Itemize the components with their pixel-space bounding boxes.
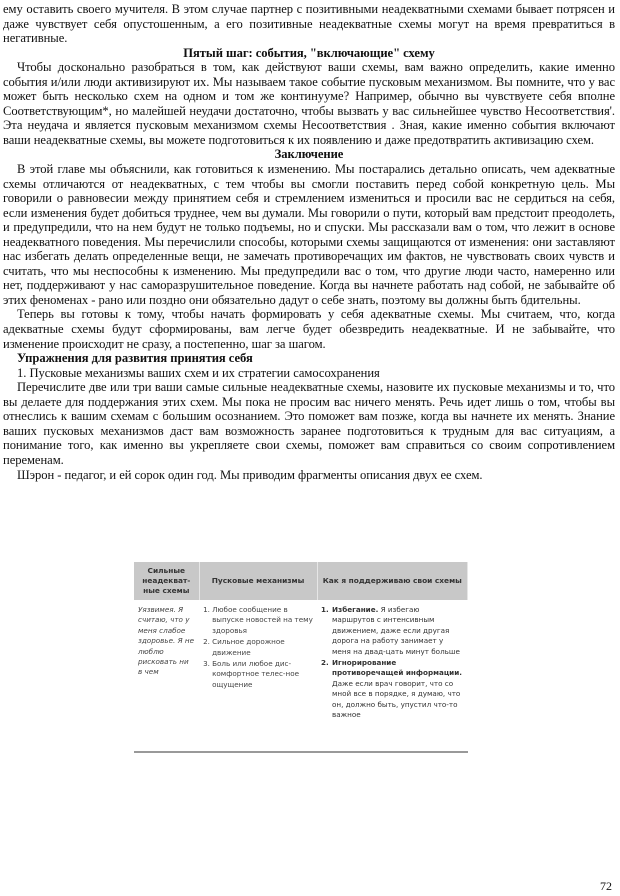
triggers-cell xyxy=(199,600,317,752)
table-header: Сильные неадекват-ные схемы xyxy=(134,562,199,600)
support-item: 2. Игнорирование противоречащей информации. Даже если врач говорит, что со мной все в порядке, я думаю, что он, должно быть, упустил что-то важное xyxy=(321,658,462,720)
paragraph: Теперь вы готовы к тому, чтобы начать формировать у себя адекватные схемы. Мы считаем, что, когда адекватные схемы будут сформированы, вам легче будет обезвредить неадекватные. И не забывайте, что изменение происходит не сразу, а постепенно, шаг за шагом. xyxy=(3,307,615,351)
trigger-item: 1. Любое сообщение в выпуске новостей на тему здоровья xyxy=(203,605,313,635)
schema-table xyxy=(134,562,468,753)
body-text xyxy=(3,2,615,482)
paragraph: В этой главе мы объяснили, как готовиться к изменению. Мы постарались детально описать, чем адекватные схемы отличаются от неадекватных, с тем чтобы вы смогли поставить перед собой конкретную цель. Мы говорили о равновесии между принятием себя и стремлением измениться и просили вас не сердиться на себя, если изменения будет добиться труднее, чем вы думали. Мы говорили о пути, который вам предстоит преодолеть, и предупредили, что на нем будут не только подъемы, но и спуски. Мы рассказали вам о том, что лежит в основе неадекватного поведения. Мы перечислили способы, которыми схемы защищаются от изменения: они заставляют нас избегать делать определенные вещи, не замечать противоречащих им фактов, не чувствовать своих чувств и считать, что мы неспособны к изменению. Мы предупредили вас о том, что другие люди часто, намеренно или нет, поддерживают у нас саморазрушительное поведение. Когда вы начнете работать над собой, не забывайте об этих феноменах - рано или поздно они обязательно дадут о себе знать, поэтому вы должны быть бдительны. xyxy=(3,162,615,307)
paragraph: Шэрон - педагог, и ей сорок один год. Мы приводим фрагменты описания двух ее схем. xyxy=(17,467,483,482)
support-cell xyxy=(317,600,468,752)
paragraph: ему оставить своего мучителя. В этом случае партнер с позитивными неадекватными схемами бывает потрясен и даже чувствует себя опустошенным, а его позитивные неадекватные схемы могут на время превратиться в негативные. xyxy=(3,2,615,46)
trigger-item: 2. Сильное дорожное движение xyxy=(203,637,285,657)
support-item: 1. Избегание. Я избегаю маршрутов с интенсивным движением, даже если другая дорога на работу занимает у меня на двад-цать минут больше xyxy=(321,605,460,656)
exercise-heading: Упражнения для развития принятия себя xyxy=(17,351,253,366)
table-header: Пусковые механизмы xyxy=(199,562,317,600)
table-header: Как я поддерживаю свои схемы xyxy=(317,562,468,600)
page-number: 72 xyxy=(600,879,612,893)
trigger-item: 3. Боль или любое дис-комфортное телес-ное ощущение xyxy=(203,659,300,689)
section-heading: Заключение xyxy=(274,147,344,162)
schema-cell: Уязвимея. Я считаю, что у меня слабое здоровье. Я не люблю рисковать ни в чем xyxy=(134,600,199,752)
section-heading: Пятый шаг: события, "включающие" схему xyxy=(183,45,435,60)
paragraph: Чтобы досконально разобраться в том, как действуют ваши схемы, вам важно определить, какие именно события и/или люди активизируют их. Мы называем такое событие пусковым механизмом. Вы помните, что у вас может быть несколько схем на одном и том же континууме? Например, обычно вы чувствуете себя вполне Соответствующим*, но малейшей неудачи достаточно, чтобы вызвать у вас сильнейшее чувство Несоответствия'. Эта неудача и является пусковым механизмом схемы Несоответствия . Зная, какие именно события включают ваши неадекватные схемы, вы можете подготовиться к их появлению и даже предотвратить активизацию схем. xyxy=(3,60,615,147)
exercise-title: 1. Пусковые механизмы ваших схем и их стратегии самосохранения xyxy=(17,365,380,380)
paragraph: Перечислите две или три ваши самые сильные неадекватные схемы, назовите их пусковые механизмы и то, что вы делаете для поддержания этих схем. Мы пока не просим вас ничего менять. Речь идет лишь о том, чтобы вы отнеслись к вашим схемам с большим осознанием. Это поможет вам позже, когда вы начнете их менять. Знание ваших пусковых механизмов даст вам возможность заранее подготовиться к трудным для вас ситуациям, а понимание того, как именно вы укрепляете свои схемы, поможет вам справиться со своим сопротивлением переменам. xyxy=(3,380,615,467)
table-row xyxy=(134,600,468,752)
